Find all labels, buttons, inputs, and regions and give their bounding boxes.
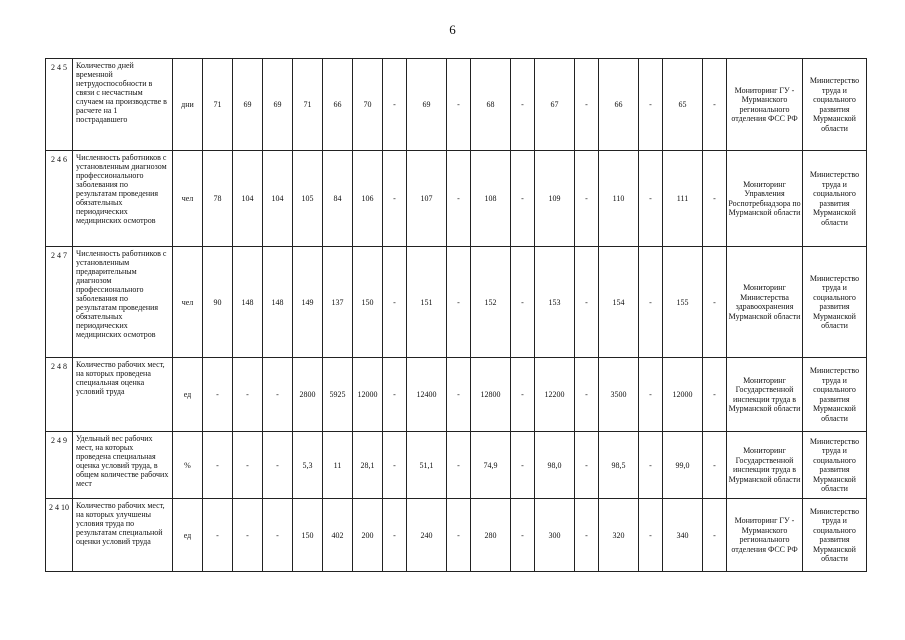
value-cell: -	[511, 59, 535, 151]
value-cell: -	[703, 432, 727, 499]
value-cell: -	[447, 432, 471, 499]
table-row	[46, 151, 867, 247]
value-cell: 148	[233, 247, 263, 358]
value-cell: -	[233, 358, 263, 432]
value-cell: 150	[353, 247, 383, 358]
indicator-name: Количество дней временной нетрудоспособности в связи с несчастным случаем на производстве в расчете на 1 пострадавшего	[73, 59, 173, 151]
value-cell: 5925	[323, 358, 353, 432]
value-cell: -	[447, 59, 471, 151]
value-cell: -	[233, 432, 263, 499]
value-cell: 106	[353, 151, 383, 247]
row-number: 2 4 5	[46, 59, 73, 151]
value-cell: 108	[471, 151, 511, 247]
value-cell: 69	[407, 59, 447, 151]
value-cell: 110	[599, 151, 639, 247]
table-row	[46, 432, 867, 499]
responsible-cell: Министерство труда и социального развития Мурманской области	[803, 59, 867, 151]
value-cell: -	[263, 432, 293, 499]
responsible-cell: Министерство труда и социального развития Мурманской области	[803, 358, 867, 432]
value-cell: -	[639, 59, 663, 151]
value-cell: -	[511, 358, 535, 432]
value-cell: 240	[407, 499, 447, 572]
value-cell: -	[703, 151, 727, 247]
value-cell: -	[383, 247, 407, 358]
value-cell: 148	[263, 247, 293, 358]
value-cell: 90	[203, 247, 233, 358]
value-cell: 71	[293, 59, 323, 151]
value-cell: -	[639, 499, 663, 572]
value-cell: -	[703, 499, 727, 572]
value-cell: -	[639, 247, 663, 358]
value-cell: -	[203, 499, 233, 572]
value-cell: -	[233, 499, 263, 572]
indicators-table	[45, 58, 867, 572]
value-cell: 300	[535, 499, 575, 572]
value-cell: 150	[293, 499, 323, 572]
value-cell: 12400	[407, 358, 447, 432]
value-cell: 98,5	[599, 432, 639, 499]
responsible-cell: Министерство труда и социального развития Мурманской области	[803, 151, 867, 247]
value-cell: -	[511, 247, 535, 358]
value-cell: 152	[471, 247, 511, 358]
value-cell: 153	[535, 247, 575, 358]
responsible-cell: Министерство труда и социального развития Мурманской области	[803, 432, 867, 499]
value-cell: 98,0	[535, 432, 575, 499]
value-cell: 154	[599, 247, 639, 358]
table-row	[46, 247, 867, 358]
value-cell: 67	[535, 59, 575, 151]
value-cell: -	[511, 432, 535, 499]
value-cell: 402	[323, 499, 353, 572]
unit-cell: %	[173, 432, 203, 499]
unit-cell: чел	[173, 151, 203, 247]
source-cell: Мониторинг Государственной инспекции труда в Мурманской области	[727, 358, 803, 432]
row-number: 2 4 10	[46, 499, 73, 572]
value-cell: -	[575, 247, 599, 358]
value-cell: 12000	[663, 358, 703, 432]
indicator-name: Численность работников с установленным диагнозом профессионального заболевания по результатам проведения обязательных периодических медицинских осмотров	[73, 151, 173, 247]
value-cell: 280	[471, 499, 511, 572]
value-cell: 12000	[353, 358, 383, 432]
value-cell: 12200	[535, 358, 575, 432]
value-cell: -	[575, 499, 599, 572]
value-cell: 12800	[471, 358, 511, 432]
value-cell: 70	[353, 59, 383, 151]
source-cell: Мониторинг ГУ - Мурманского регионального отделения ФСС РФ	[727, 59, 803, 151]
row-number: 2 4 8	[46, 358, 73, 432]
value-cell: -	[383, 499, 407, 572]
value-cell: -	[203, 432, 233, 499]
row-number: 2 4 9	[46, 432, 73, 499]
value-cell: -	[263, 499, 293, 572]
value-cell: 151	[407, 247, 447, 358]
value-cell: 104	[263, 151, 293, 247]
value-cell: 68	[471, 59, 511, 151]
value-cell: 51,1	[407, 432, 447, 499]
source-cell: Мониторинг Управления Роспотребнадзора по Мурманской области	[727, 151, 803, 247]
source-cell: Мониторинг Государственной инспекции труда в Мурманской области	[727, 432, 803, 499]
value-cell: 109	[535, 151, 575, 247]
responsible-cell: Министерство труда и социального развития Мурманской области	[803, 247, 867, 358]
value-cell: 340	[663, 499, 703, 572]
value-cell: 99,0	[663, 432, 703, 499]
indicator-name: Численность работников с установленным предварительным диагнозом профессионального заболевания по результатам проведения обязательных периодических медицинских осмотров	[73, 247, 173, 358]
page-number: 6	[449, 22, 456, 37]
value-cell: -	[703, 247, 727, 358]
value-cell: 74,9	[471, 432, 511, 499]
value-cell: 200	[353, 499, 383, 572]
value-cell: -	[639, 358, 663, 432]
row-number: 2 4 6	[46, 151, 73, 247]
value-cell: -	[511, 499, 535, 572]
table-row	[46, 358, 867, 432]
unit-cell: ед	[173, 499, 203, 572]
value-cell: 155	[663, 247, 703, 358]
value-cell: 84	[323, 151, 353, 247]
value-cell: 149	[293, 247, 323, 358]
value-cell: -	[447, 499, 471, 572]
value-cell: -	[511, 151, 535, 247]
value-cell: 69	[233, 59, 263, 151]
table-row	[46, 59, 867, 151]
value-cell: -	[575, 151, 599, 247]
value-cell: -	[203, 358, 233, 432]
value-cell: 65	[663, 59, 703, 151]
value-cell: 111	[663, 151, 703, 247]
value-cell: 105	[293, 151, 323, 247]
table-row	[46, 499, 867, 572]
value-cell: -	[575, 59, 599, 151]
value-cell: 104	[233, 151, 263, 247]
value-cell: 3500	[599, 358, 639, 432]
value-cell: 320	[599, 499, 639, 572]
source-cell: Мониторинг ГУ - Мурманского регионального отделения ФСС РФ	[727, 499, 803, 572]
value-cell: -	[575, 432, 599, 499]
value-cell: -	[639, 432, 663, 499]
value-cell: 2800	[293, 358, 323, 432]
value-cell: 78	[203, 151, 233, 247]
value-cell: 71	[203, 59, 233, 151]
source-cell: Мониторинг Министерства здравоохранения Мурманской области	[727, 247, 803, 358]
indicator-name: Удельный вес рабочих мест, на которых проведена специальная оценка условий труда, в общем количестве рабочих мест	[73, 432, 173, 499]
value-cell: -	[639, 151, 663, 247]
value-cell: 69	[263, 59, 293, 151]
value-cell: -	[703, 358, 727, 432]
value-cell: 66	[323, 59, 353, 151]
value-cell: -	[263, 358, 293, 432]
value-cell: 107	[407, 151, 447, 247]
value-cell: -	[383, 151, 407, 247]
value-cell: -	[383, 59, 407, 151]
value-cell: -	[447, 358, 471, 432]
value-cell: 5,3	[293, 432, 323, 499]
unit-cell: дни	[173, 59, 203, 151]
responsible-cell: Министерство труда и социального развития Мурманской области	[803, 499, 867, 572]
value-cell: -	[383, 432, 407, 499]
value-cell: -	[383, 358, 407, 432]
value-cell: -	[447, 151, 471, 247]
value-cell: 11	[323, 432, 353, 499]
unit-cell: чел	[173, 247, 203, 358]
value-cell: 28,1	[353, 432, 383, 499]
value-cell: 66	[599, 59, 639, 151]
indicator-name: Количество рабочих мест, на которых проведена специальная оценка условий труда	[73, 358, 173, 432]
value-cell: 137	[323, 247, 353, 358]
value-cell: -	[447, 247, 471, 358]
indicator-name: Количество рабочих мест, на которых улучшены условия труда по результатам специальной оценки условий труда	[73, 499, 173, 572]
row-number: 2 4 7	[46, 247, 73, 358]
unit-cell: ед	[173, 358, 203, 432]
value-cell: -	[703, 59, 727, 151]
value-cell: -	[575, 358, 599, 432]
